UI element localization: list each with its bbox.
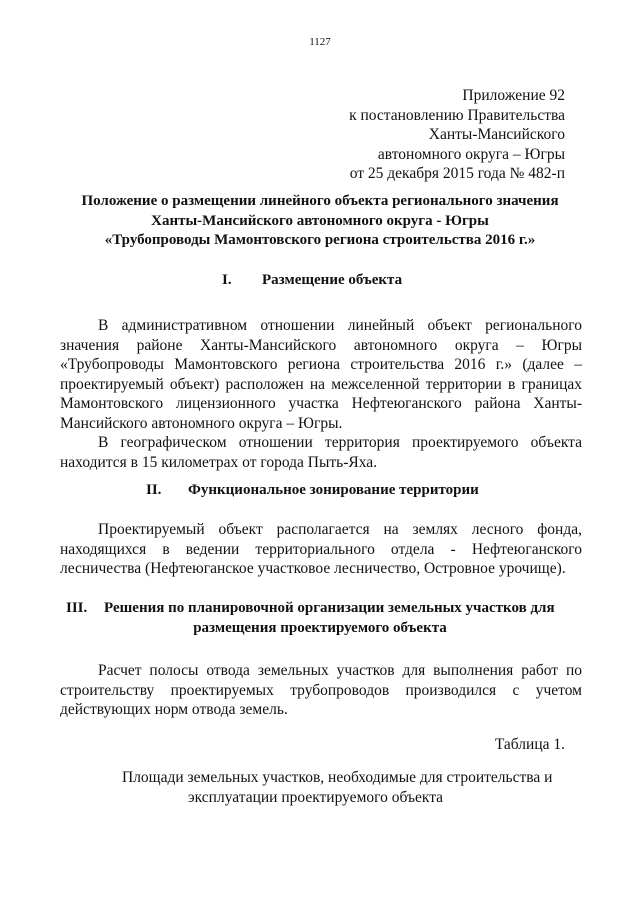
section-title: Решения по планировочной организации земельных участков для: [104, 600, 555, 616]
text-line: Проектируемый объект располагается на землях лесного фонда,: [98, 521, 582, 538]
appendix-line: Ханты-Мансийского: [428, 126, 565, 143]
section-number: II.: [146, 482, 162, 498]
section-2-paragraph-1: [60, 520, 582, 579]
title-line: Положение о размещении линейного объекта регионального значения: [81, 193, 559, 209]
title-line: «Трубопроводы Мамонтовского региона строительства 2016 г.»: [104, 232, 536, 248]
table-caption-line: эксплуатации проектируемого объекта: [188, 789, 444, 806]
text-line: В административном отношении линейный объект регионального: [98, 317, 582, 334]
section-title: Функциональное зонирование территории: [188, 482, 479, 498]
text-line: находится в 15 километрах от города Пыть-Яха.: [60, 453, 378, 471]
appendix-line: Приложение 92: [462, 87, 565, 104]
section-1-heading: [222, 272, 402, 289]
text-line: действующих норм отвода земель.: [60, 701, 288, 718]
section-1-paragraph-1: [60, 316, 582, 433]
appendix-line: к постановлению Правительства: [349, 106, 565, 124]
text-line: находящихся в ведении территориального отдела - Нефтеюганского: [60, 540, 582, 558]
text-line: Мамонтовского лицензионного участка Нефтеюганского района Ханты-: [60, 395, 582, 412]
table-caption-line: Площади земельных участков, необходимые для строительства и: [122, 769, 553, 786]
section-2-heading: [146, 482, 479, 499]
text-line: лесничества (Нефтеюганское участковое лесничество, Островное урочище).: [60, 560, 566, 577]
section-1-paragraph-2: [60, 433, 582, 472]
section-3-paragraph-1: [60, 661, 582, 720]
text-line: «Трубопроводы Мамонтовского региона строительства 2016 г.» (далее –: [60, 356, 582, 373]
document-title: [60, 192, 580, 251]
text-line: Расчет полосы отвода земельных участков для выполнения работ по: [98, 662, 582, 679]
text-line: значения районе Ханты-Мансийского автономного округа – Югры: [60, 336, 582, 354]
page-number: 1127: [309, 36, 331, 48]
text-line: строительству проектируемых трубопроводов производился с учетом: [60, 681, 582, 699]
section-3-heading: [66, 600, 555, 617]
text-line: Мансийского автономного округа – Югры.: [60, 414, 343, 432]
section-3-heading-continued: [0, 620, 640, 637]
text-line: В географическом отношении территория проектируемого объекта: [98, 434, 582, 451]
appendix-header: [349, 86, 565, 184]
section-number: III.: [66, 600, 88, 616]
table-label: Таблица 1.: [494, 736, 565, 753]
section-number: I.: [222, 272, 232, 288]
section-title: Размещение объекта: [262, 272, 403, 288]
appendix-line: от 25 декабря 2015 года № 482-п: [349, 165, 565, 182]
text-line: проектируемый объект) расположен на межселенной территории в границах: [60, 375, 582, 393]
appendix-line: автономного округа – Югры: [377, 145, 565, 163]
section-title: размещения проектируемого объекта: [193, 620, 447, 636]
title-line: Ханты-Мансийского автономного округа - Югры: [151, 212, 489, 229]
